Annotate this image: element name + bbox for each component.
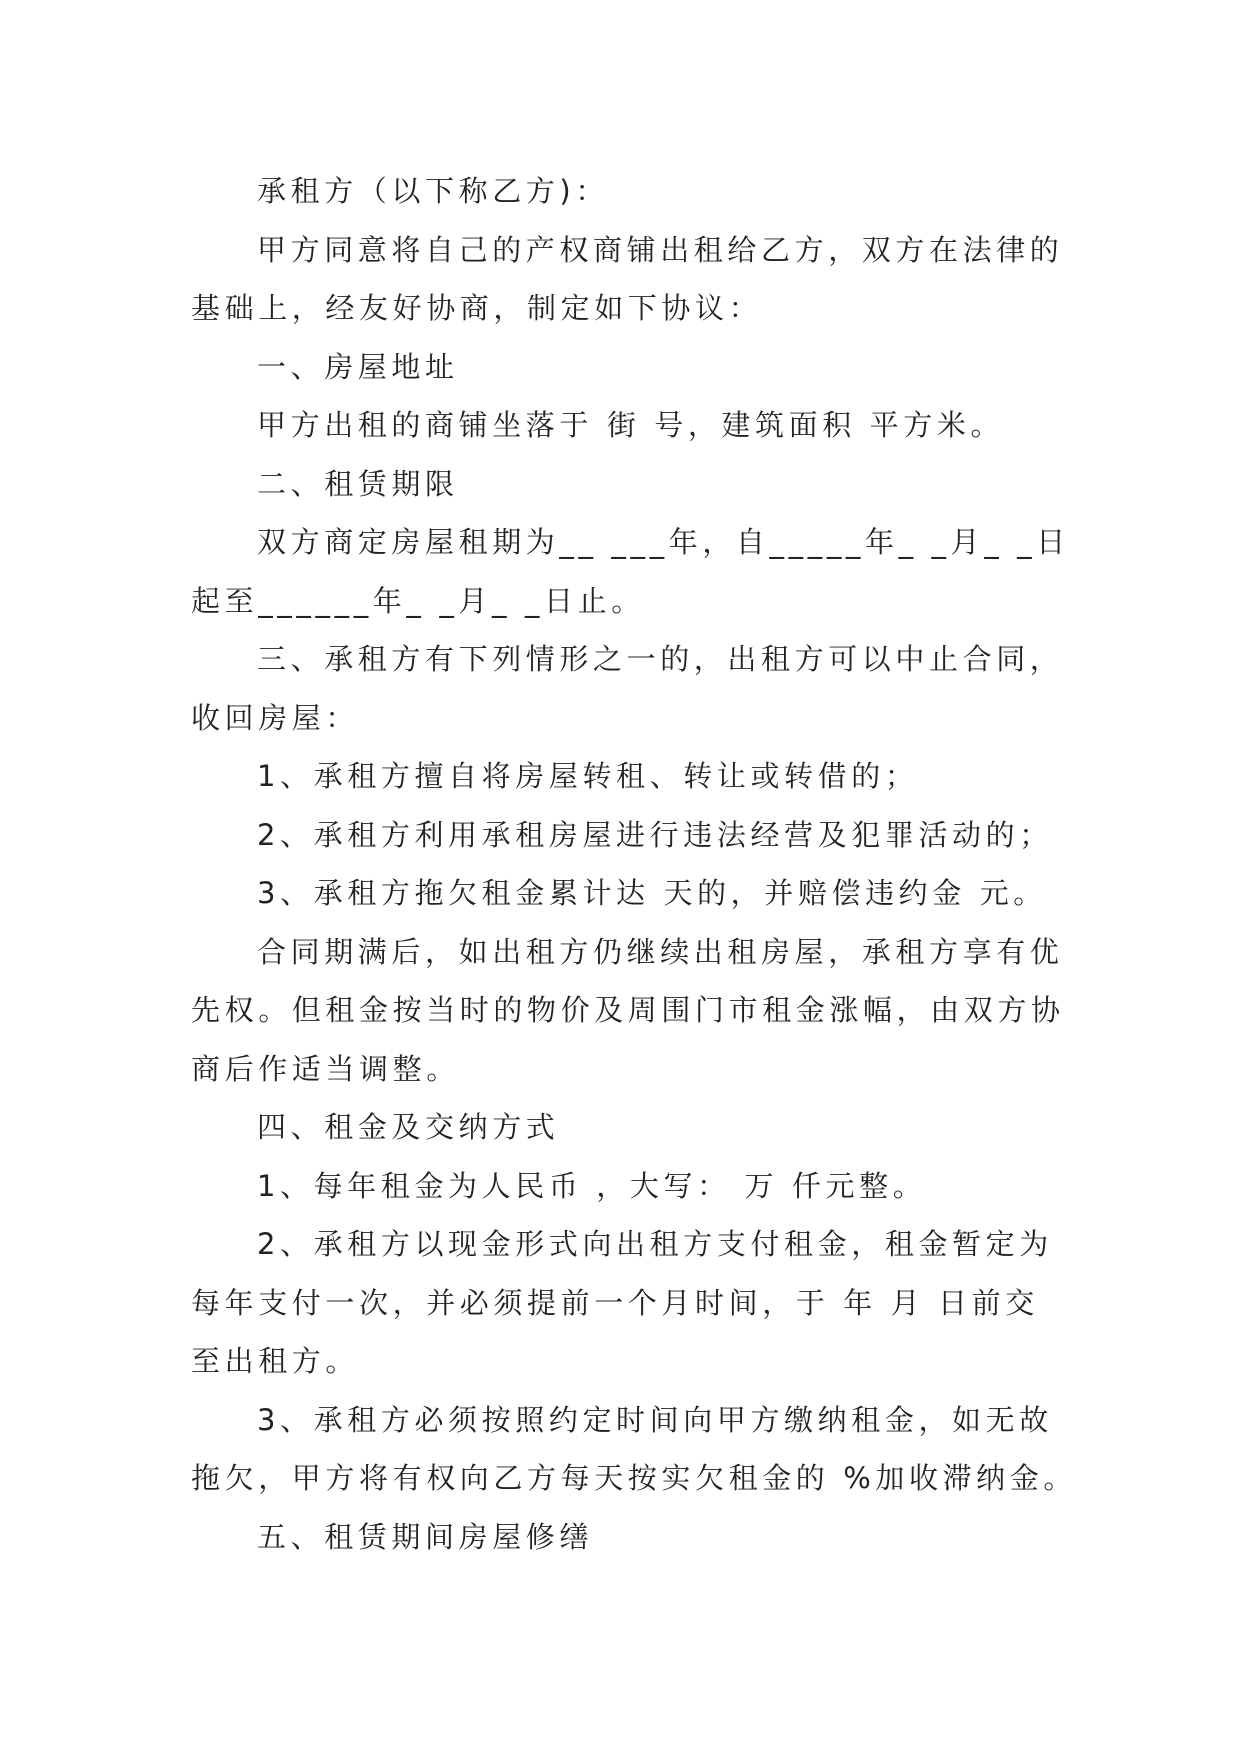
text-line: 双方商定房屋租期为__ ___年，自_____年_ _月_ _日 — [257, 525, 1070, 559]
text-line: 至出租方。 — [191, 1344, 360, 1378]
paragraph-address — [191, 396, 1061, 455]
clause-rent-1 — [191, 1157, 1061, 1216]
text-line: 3、承租方拖欠租金累计达 天的，并赔偿违约金 元。 — [257, 876, 1047, 910]
text-line: 五、租赁期间房屋修缮 — [257, 1519, 594, 1554]
paragraph-agreement-basis — [191, 221, 1064, 338]
clause-termination-2 — [191, 806, 1061, 865]
clause-termination-1 — [191, 747, 1061, 806]
text-line: 2、承租方以现金形式向出租方支付租金，租金暂定为 — [257, 1227, 1053, 1261]
text-line: 二、租赁期限 — [257, 466, 459, 501]
text-line: 基础上，经友好协商，制定如下协议： — [191, 291, 763, 325]
text-line: 每年支付一次，并必须提前一个月时间，于 年 月 日前交 — [191, 1285, 1039, 1320]
text-line: 先权。但租金按当时的物价及周围门市租金涨幅，由双方协 — [191, 993, 1065, 1027]
section-heading-repairs — [191, 1508, 1061, 1567]
text-line: 1、承租方擅自将房屋转租、转让或转借的； — [257, 759, 919, 793]
text-line: 起至______年_ _月_ _日止。 — [191, 583, 645, 618]
text-line: 一、房屋地址 — [257, 349, 459, 384]
paragraph-renewal — [191, 923, 1065, 1099]
paragraph-term — [191, 513, 1070, 630]
text-line: 2、承租方利用承租房屋进行违法经营及犯罪活动的； — [257, 817, 1053, 852]
text-line: 收回房屋： — [191, 700, 360, 735]
section-heading-rent — [191, 1098, 1061, 1157]
text-line: 承租方（以下称乙方)： — [257, 174, 609, 208]
text-line: 商后作适当调整。 — [191, 1051, 460, 1086]
text-line: 1、每年租金为人民币 ，大写： 万 仟元整。 — [257, 1168, 927, 1203]
text-line: 三、承租方有下列情形之一的，出租方可以中止合同， — [257, 642, 1064, 676]
text-line: 甲方出租的商铺坐落于 街 号，建筑面积 平方米。 — [257, 408, 1005, 442]
clause-rent-3 — [191, 1391, 1077, 1508]
clause-rent-2 — [191, 1215, 1061, 1391]
paragraph-lessee-intro — [191, 162, 1061, 221]
text-line: 3、承租方必须按照约定时间向甲方缴纳租金，如无故 — [257, 1402, 1053, 1437]
text-line: 四、租金及交纳方式 — [257, 1110, 560, 1144]
section-heading-termination — [191, 630, 1064, 747]
section-heading-term — [191, 455, 1061, 514]
text-line: 甲方同意将自己的产权商铺出租给乙方，双方在法律的 — [257, 232, 1064, 267]
clause-termination-3 — [191, 864, 1061, 923]
text-line: 拖欠，甲方将有权向乙方每天按实欠租金的 %加收滞纳金。 — [191, 1461, 1077, 1495]
text-line: 合同期满后，如出租方仍继续出租房屋，承租方享有优 — [257, 934, 1064, 969]
contract-body — [191, 162, 1077, 1566]
section-heading-address — [191, 338, 1061, 397]
